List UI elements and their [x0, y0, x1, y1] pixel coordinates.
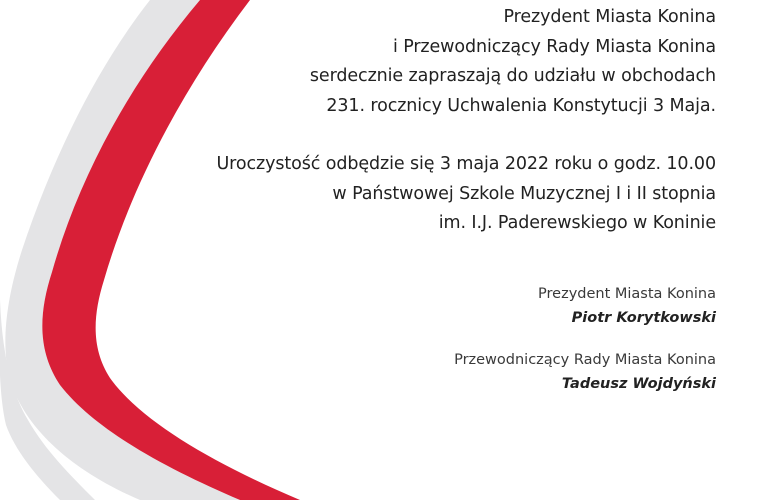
signature-name: Piotr Korytkowski: [571, 309, 716, 326]
event-paragraph: [76, 150, 716, 239]
signature-role: Prezydent Miasta Konina: [538, 285, 716, 302]
invitation-line-2: i Przewodniczący Rady Miasta Konina: [392, 36, 716, 57]
invitation-line-3: serdecznie zapraszają do udziału w obchodach: [309, 66, 716, 86]
signature-mayor: [76, 282, 716, 330]
event-line-1: Uroczystość odbędzie się 3 maja 2022 roku o godz. 10.00: [216, 154, 716, 174]
signature-council-chair: [76, 348, 716, 396]
invitation-text: [76, 0, 716, 396]
signature-name: Tadeusz Wojdyński: [561, 375, 716, 392]
event-line-3: im. I.J. Paderewskiego w Koninie: [438, 213, 716, 233]
event-line-2: w Państwowej Szkole Muzycznej I i II stopnia: [332, 183, 716, 204]
invitation-line-4: 231. rocznicy Uchwalenia Konstytucji 3 Maja.: [326, 95, 716, 116]
invitation-line-1: Prezydent Miasta Konina: [503, 7, 716, 27]
signature-role: Przewodniczący Rady Miasta Konina: [454, 351, 716, 368]
invitation-paragraph: [76, 3, 716, 121]
